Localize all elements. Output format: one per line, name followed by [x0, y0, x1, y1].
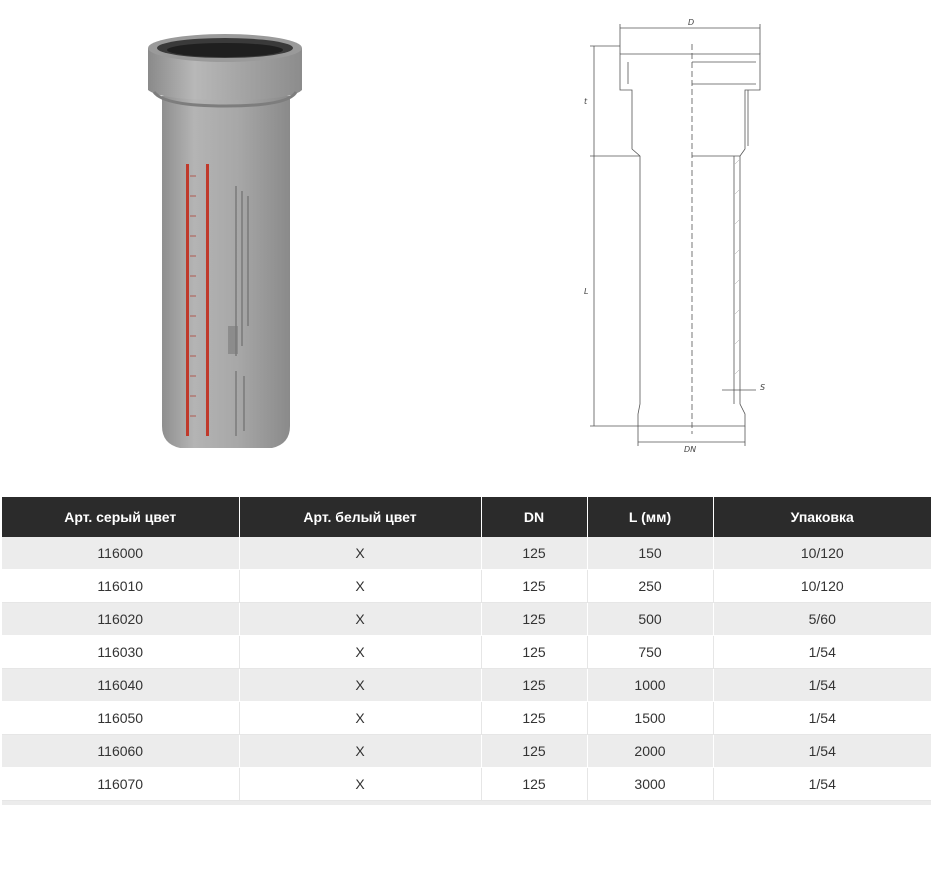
table-row — [2, 636, 931, 669]
cell-dn: 125 — [481, 636, 587, 669]
table-row — [2, 537, 931, 570]
cell-packaging: 1/54 — [713, 768, 931, 801]
cell-art-white: X — [239, 702, 481, 735]
header-art-gray: Арт. серый цвет — [2, 497, 239, 537]
cell-art-white: X — [239, 603, 481, 636]
cell-packaging: 10/120 — [713, 537, 931, 570]
header-dn: DN — [481, 497, 587, 537]
cell-art-gray: 116050 — [2, 702, 239, 735]
cell-art-white: X — [239, 636, 481, 669]
table-footer-strip — [2, 801, 931, 805]
specs-table-wrap — [2, 497, 931, 805]
table-row — [2, 669, 931, 702]
cell-packaging: 1/54 — [713, 636, 931, 669]
pipe-photo — [140, 26, 310, 466]
cell-length: 500 — [587, 603, 713, 636]
cell-art-white: X — [239, 768, 481, 801]
cell-dn: 125 — [481, 768, 587, 801]
cell-art-white: X — [239, 669, 481, 702]
cell-length: 750 — [587, 636, 713, 669]
cell-dn: 125 — [481, 702, 587, 735]
cell-art-white: X — [239, 570, 481, 603]
table-row — [2, 702, 931, 735]
cell-length: 1000 — [587, 669, 713, 702]
cell-dn: 125 — [481, 735, 587, 768]
cell-art-gray: 116030 — [2, 636, 239, 669]
cell-packaging: 1/54 — [713, 702, 931, 735]
table-row — [2, 603, 931, 636]
cell-art-gray: 116060 — [2, 735, 239, 768]
cell-art-gray: 116020 — [2, 603, 239, 636]
cell-art-white: X — [239, 735, 481, 768]
cell-length: 1500 — [587, 702, 713, 735]
header-art-white: Арт. белый цвет — [239, 497, 481, 537]
drawing-label-l: L — [584, 287, 589, 296]
table-row — [2, 735, 931, 768]
table-row — [2, 570, 931, 603]
cell-dn: 125 — [481, 603, 587, 636]
cell-dn: 125 — [481, 537, 587, 570]
specs-table — [2, 497, 931, 801]
drawing-label-d: D — [688, 18, 695, 27]
cell-dn: 125 — [481, 669, 587, 702]
cell-packaging: 1/54 — [713, 669, 931, 702]
table-row — [2, 768, 931, 801]
cell-art-gray: 116000 — [2, 537, 239, 570]
cell-packaging: 5/60 — [713, 603, 931, 636]
drawing-label-dn: DN — [684, 445, 697, 454]
cell-art-gray: 116010 — [2, 570, 239, 603]
cell-art-white: X — [239, 537, 481, 570]
header-length: L (мм) — [587, 497, 713, 537]
cell-length: 250 — [587, 570, 713, 603]
pipe-technical-drawing — [580, 14, 780, 454]
drawing-label-s: S — [760, 383, 766, 392]
header-packaging: Упаковка — [713, 497, 931, 537]
drawing-label-t: t — [584, 97, 588, 106]
table-header-row — [2, 497, 931, 537]
cell-art-gray: 116040 — [2, 669, 239, 702]
cell-length: 2000 — [587, 735, 713, 768]
cell-length: 3000 — [587, 768, 713, 801]
cell-packaging: 1/54 — [713, 735, 931, 768]
cell-length: 150 — [587, 537, 713, 570]
cell-dn: 125 — [481, 570, 587, 603]
cell-packaging: 10/120 — [713, 570, 931, 603]
cell-art-gray: 116070 — [2, 768, 239, 801]
